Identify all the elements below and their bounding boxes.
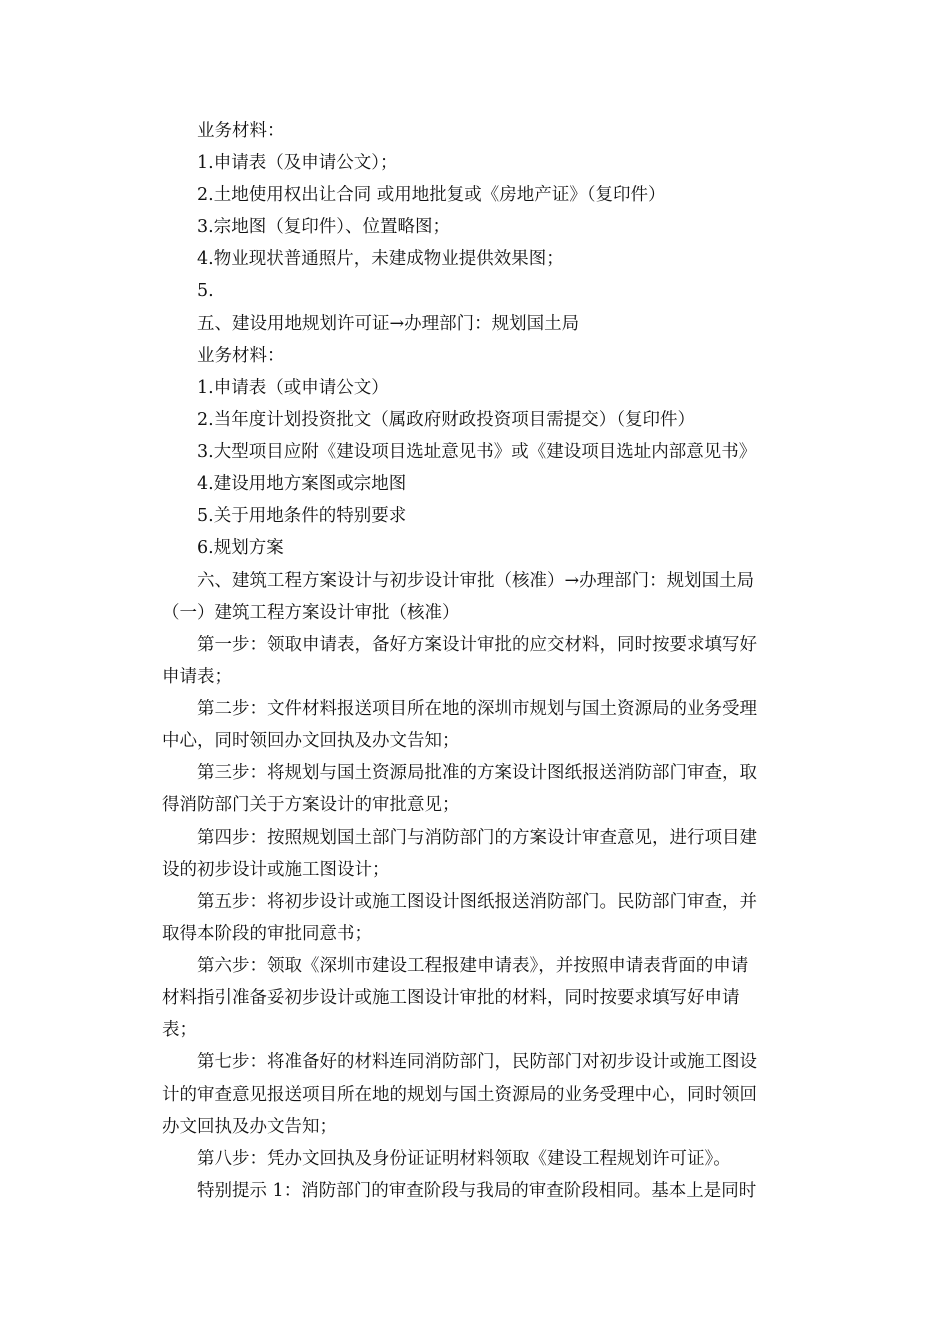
paragraph-line: 第一步：领取申请表，备好方案设计审批的应交材料，同时按要求填写好 xyxy=(197,635,757,655)
paragraph-line: 第四步：按照规划国土部门与消防部门的方案设计审查意见，进行项目建 xyxy=(197,828,757,848)
section-heading: 六、建筑工程方案设计与初步设计审批（核准）→办理部门：规划国土局 xyxy=(197,571,755,591)
list-item: 5. xyxy=(197,281,214,301)
list-item: 3.宗地图（复印件）、位置略图； xyxy=(197,217,450,237)
paragraph-line: 第五步：将初步设计或施工图设计图纸报送消防部门。民防部门审查，并 xyxy=(197,892,757,912)
paragraph-line: 得消防部门关于方案设计的审批意见； xyxy=(162,795,460,815)
paragraph-line: 材料指引准备妥初步设计或施工图设计审批的材料，同时按要求填写好申请 xyxy=(162,988,740,1008)
list-item: 1.申请表（及申请公文）； xyxy=(197,153,398,173)
list-item: 3.大型项目应附《建设项目选址意见书》或《建设项目选址内部意见书》 xyxy=(197,442,757,462)
paragraph-line: 第八步：凭办文回执及身份证证明材料领取《建设工程规划许可证》。 xyxy=(197,1149,731,1169)
list-item: 2.当年度计划投资批文（属政府财政投资项目需提交）（复印件） xyxy=(197,410,695,430)
subsection-heading: （一）建筑工程方案设计审批（核准） xyxy=(162,603,460,623)
paragraph-line: 第二步：文件材料报送项目所在地的深圳市规划与国土资源局的业务受理 xyxy=(197,699,757,719)
materials-heading: 业务材料： xyxy=(197,121,285,141)
list-item: 4.物业现状普通照片，未建成物业提供效果图； xyxy=(197,249,564,269)
paragraph-line: 申请表； xyxy=(162,667,232,687)
paragraph-line: 中心，同时领回办文回执及办文告知； xyxy=(162,731,460,751)
special-note-line: 特别提示 1：消防部门的审查阶段与我局的审查阶段相同。基本上是同时 xyxy=(197,1181,757,1201)
list-item: 4.建设用地方案图或宗地图 xyxy=(197,474,407,494)
paragraph-line: 计的审查意见报送项目所在地的规划与国土资源局的业务受理中心，同时领回 xyxy=(162,1085,757,1105)
section-heading: 五、建设用地规划许可证→办理部门：规划国土局 xyxy=(197,314,580,334)
paragraph-line: 表； xyxy=(162,1020,197,1040)
materials-heading: 业务材料： xyxy=(197,346,285,366)
list-item: 6.规划方案 xyxy=(197,538,284,558)
paragraph-line: 办文回执及办文告知； xyxy=(162,1117,337,1137)
list-item: 5.关于用地条件的特别要求 xyxy=(197,506,407,526)
list-item: 1.申请表（或申请公文） xyxy=(197,378,389,398)
paragraph-line: 设的初步设计或施工图设计； xyxy=(162,860,390,880)
list-item: 2.土地使用权出让合同 或用地批复或《房地产证》（复印件） xyxy=(197,185,666,205)
paragraph-line: 第三步：将规划与国土资源局批准的方案设计图纸报送消防部门审查，取 xyxy=(197,763,757,783)
paragraph-line: 第七步：将准备好的材料连同消防部门，民防部门对初步设计或施工图设 xyxy=(197,1052,757,1072)
paragraph-line: 第六步：领取《深圳市建设工程报建申请表》，并按照申请表背面的申请 xyxy=(197,956,749,976)
paragraph-line: 取得本阶段的审批同意书； xyxy=(162,924,372,944)
